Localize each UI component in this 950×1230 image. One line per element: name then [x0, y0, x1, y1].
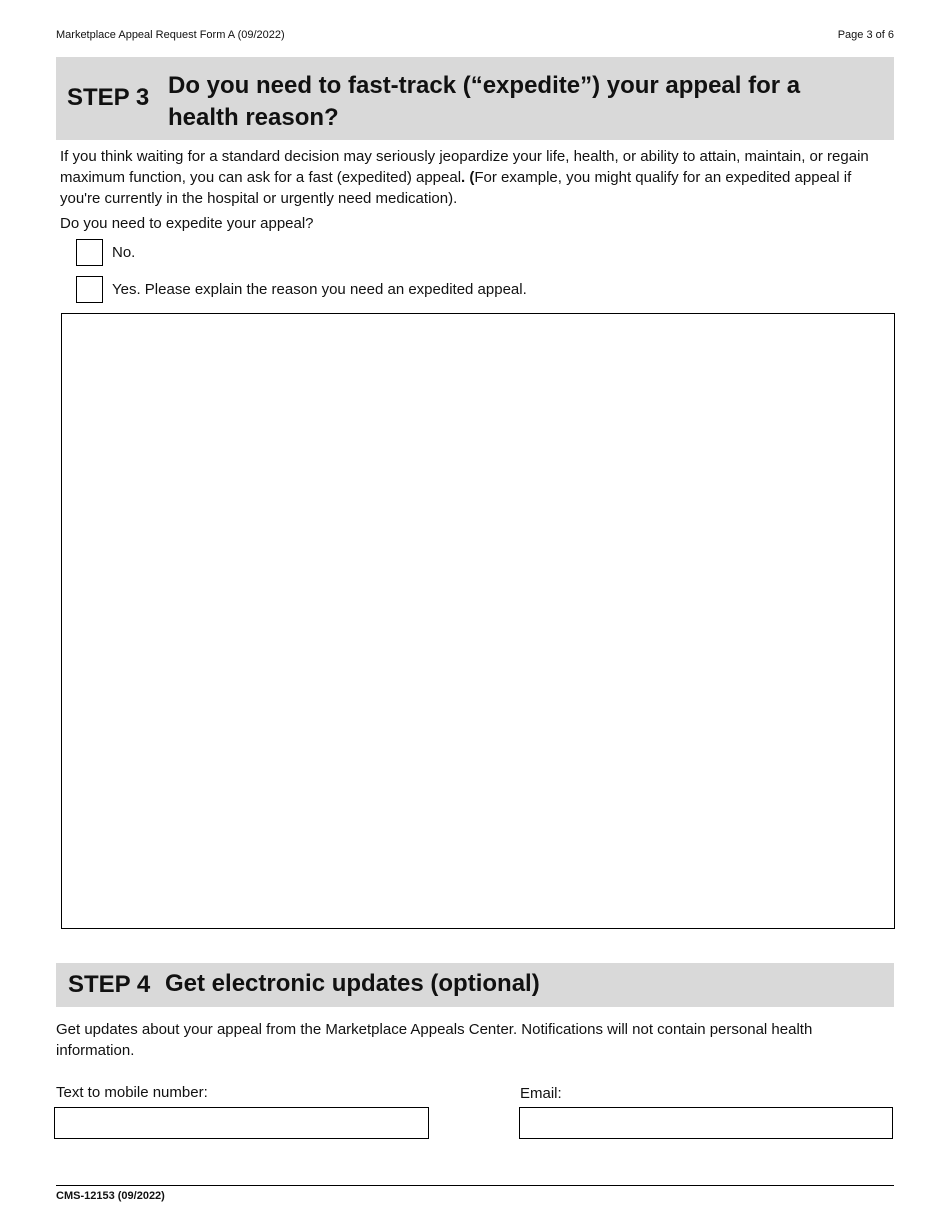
form-title: Marketplace Appeal Request Form A (09/2022)	[56, 29, 285, 41]
step3-intro	[60, 146, 890, 209]
step3-title: Do you need to fast-track (“expedite”) your appeal for a health reason?	[168, 72, 801, 131]
step3-intro-part1: If you think waiting for a standard decision may seriously jeopardize your life, health, or ability to attain, maintain, or regain maximum function, you can ask for a fast (expedited) appeal	[60, 148, 869, 186]
email-label: Email:	[520, 1085, 562, 1102]
expedite-question: Do you need to expedite your appeal?	[60, 215, 314, 232]
step4-header	[56, 963, 894, 1007]
mobile-number-label: Text to mobile number:	[56, 1084, 208, 1101]
step4-title: Get electronic updates (optional)	[165, 970, 540, 997]
step3-intro-bold: . (	[461, 169, 475, 186]
step3-header	[56, 57, 894, 140]
yes-option-label: Yes. Please explain the reason you need an expedited appeal.	[112, 281, 527, 298]
yes-checkbox[interactable]	[76, 276, 103, 303]
step4-label: STEP 4	[68, 971, 151, 998]
email-input[interactable]	[519, 1107, 893, 1139]
footer-divider	[56, 1185, 894, 1186]
form-code: CMS-12153 (09/2022)	[56, 1190, 165, 1202]
step3-label: STEP 3	[67, 84, 150, 111]
step3-intro-part2: For example, you might qualify for an expedited appeal if you're currently in the hospital or urgently need medication).	[60, 169, 852, 207]
no-option-label: No.	[112, 244, 136, 261]
expedite-reason-textarea[interactable]	[61, 313, 895, 929]
step4-description: Get updates about your appeal from the Marketplace Appeals Center. Notifications will not contain personal health information.	[56, 1021, 813, 1059]
mobile-number-input[interactable]	[54, 1107, 429, 1139]
page-number: Page 3 of 6	[837, 29, 894, 41]
no-checkbox[interactable]	[76, 239, 103, 266]
